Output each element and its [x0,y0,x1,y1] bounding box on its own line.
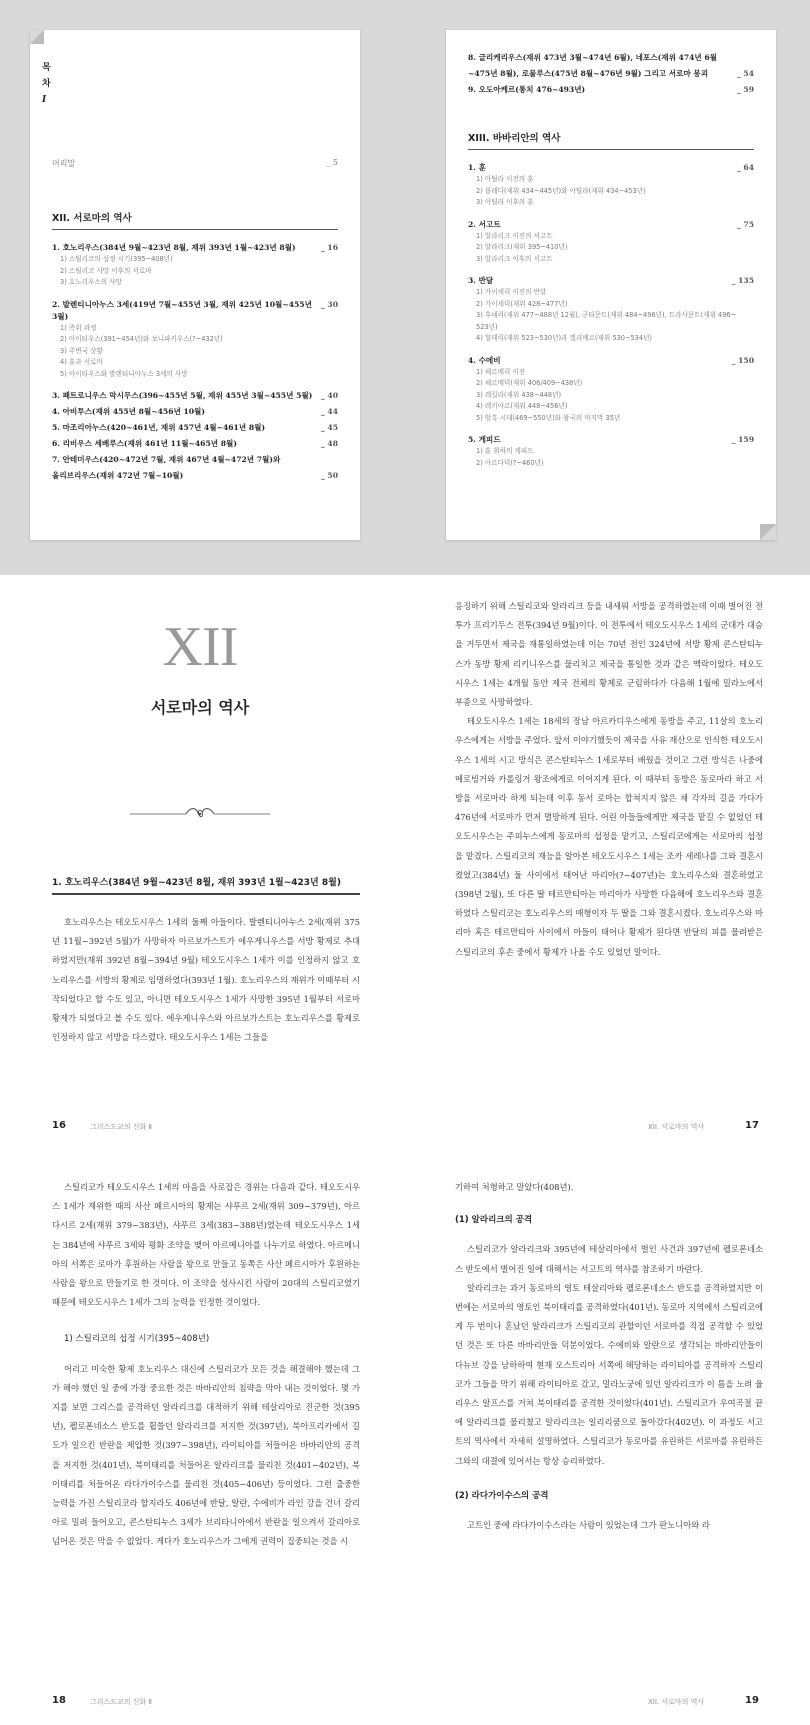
toc-entry-title: 올리브리우스(재위 472년 7월~10월) [52,471,184,480]
toc-heading-char: 차 [42,79,51,89]
toc-subentry: 1) 알라리크 이전의 서고트 [476,231,553,240]
toc-gap [52,289,338,295]
toc-entry [52,470,338,482]
toc-subentry: 1) 아틸라 이전의 훈 [476,175,534,183]
toc-preface [52,158,338,169]
toc-preface-label: 머리말 [52,159,76,168]
toc-entry-page: _ 16 [320,243,338,252]
toc-subentry: 4) 힐데릭(재위 523~530년)과 겔리메르(재위 530~534년) [476,334,653,342]
toc-entry-title: 8. 글리케리우스(재위 473년 3월~474년 6월), 네포스(재위 474년 6월 [468,53,717,62]
toc-subentry: 2) 블레다(재위 434~445년)와 아틸라(재위 434~453년) [476,186,646,195]
toc-gap [468,209,754,215]
paragraph: 호노리우스는 테오도시우스 1세의 둘째 아들이다. 발렌티니아누스 2세(재위 375년 11월~392년 5월)가 사망하자 아르보가스트가 에우게니우스를 서방 황제로 추대하였지만(재위 392년 8월~394년 9월) 테오도시우스 1세가 이를 인정하지 않고 호노리우스를 서방의 황제로 임명하였다(393년 1월). 호노리우스의 재위가 이때부터 시작되었다고 할 수도 있고, 아니면 테오도시우스 1세가 사망한 395년 1월부터 서로마 황제가 되었다고 볼 수도 있다. 에우게니우스와 아르보가스트는 호노리우스를 황제로 인정하지 않고 서방을 다스렸다. 테오도시우스 1세는 그들을 [52,917,360,1043]
ornament-divider-icon [130,803,270,823]
toc-entry-title: 9. 오도아케르(통치 476~493년) [468,85,586,94]
toc-entries [52,242,338,482]
subsection-title: (1) 알라리크의 공격 [455,1215,533,1226]
toc-gap [468,345,754,351]
paragraph: 어리고 미숙한 황제 호노리우스 대신에 스틸리코가 모든 것을 해결해야 했는데 그가 해야 했던 일 중에 가장 중요한 것은 바바리안의 침략을 막아 내는 것이었다. 몇 가지를 보면 그리스를 공격하던 알라리크를 대적하기 위해 테살리아로 진군한 것(395년), 펠로폰네소스 반도를 휩쓸던 알라리크를 저지한 것(397년), 북아프리카에서 길도가 일으킨 반란을 제압한 것(397~398년), 라이티아를 처들어온 바바리안의 공격을 저지한 것(401년), 북이태리를 처들어온 알라리크를 물리친 것(401~402년), 북이태리를 처들어온 라다가이수스를 물리친 것(405~406년) 등이었다. 그런 출중한 능력을 가진 스틸리코라 할지라도 406년에 반달, 알란, 수에비가 라인 강을 건너 갈리아로 밀려 들어오고, 콘스탄티누스 3세가 브리타니아에서 반란을 일으켜서 갈리아로 넘어온 것은 막을 수 없었다. 게다가 호노리우스가 그에게 권력이 집중되는 것을 시 [52,1363,360,1547]
toc-entry [52,422,338,434]
toc-entry [52,299,338,323]
paragraph: 테오도시우스 1세는 18세의 장남 아르카디우스에게 동방을 주고, 11살의 호노리우스에게는 서방을 주었다. 앞서 이야기했듯이 제국을 사유 재산으로 인식한 테오도시우스 1세의 시고 방식은 콘스탄티누스 1세로부터 배웠을 것이고 그런 방식은 나중에 메로빙거와 카롤링거 왕조에게로 이어지게 된다. 이 때부터 동방은 동로마라 하고 서방을 서로마라 하게 되는데 이후 동서 로마는 합쳐지지 않은 채 각자의 길을 가다가 476년에 서로마가 먼저 멸망하게 된다. 어린 아들들에게만 제국을 맡길 수 없었던 테오도시우스는 주피누스에게 동로마의 섭정을 맡기고, 스틸리코에게는 서로마의 섭정을 맡겼다. 스틸리코의 재능을 알아본 테오도시우스 1세는 조카 세레나를 그와 결혼시켰었고(384년) 둘 사이에서 태어난 마리아(?~407년)는 호노리우스와 결혼하였고(398년 2월), 또 다른 딸 테르만티아는 마리아가 사망한 다음해에 호노리우스와 결혼하였다 스틸리코는 호노리우스의 매형이자 두 딸을 그와 결혼시켰다. 호노리우스와 마리아 혹은 테르만티아 사이에서 아들이 태어나 황제가 된다면 반달의 피를 물려받은 스틸리코의 후손 중에서 황제가 나올 수도 있었던 말이다. [455,716,763,957]
toc-entry-title: 3. 반달 [468,276,494,285]
toc-subentry: 2) 헤르메릭(재위 406/409~438년) [476,379,583,387]
toc-subentry: 1) 훈 휘하의 게피드 [476,447,534,455]
toc-entry-page: _ 48 [320,439,338,448]
toc-right-page [446,30,776,540]
toc-subentry: 5) 아이티우스와 발렌티니아누스 3세의 사망 [60,369,188,378]
spread-18-19 [0,1150,810,1725]
toc-entry [52,242,338,254]
running-footer: 그리스도교의 신화 Ⅱ [90,1123,152,1131]
toc-entry-page: _ 64 [736,163,754,172]
toc-subentry: 3) 주변국 상황 [60,346,103,355]
toc-entry [52,390,338,402]
toc-gap [468,424,754,430]
toc-entry-page: _ 54 [736,69,754,78]
toc-entry-page [332,454,338,466]
toc-entry-page: _ 40 [320,391,338,400]
toc-gap [468,265,754,271]
toc-entry [468,68,754,80]
toc-entry-page: _ 30 [320,299,338,309]
body-text-right [455,597,763,962]
toc-subentry: 2) 아르다릭(?~460년) [476,458,544,467]
body-text-left [52,1178,360,1552]
toc-subentry: 5) 암흑 시대(469~550년)와 왕국의 마지막 35년 [476,413,621,422]
page-number: 18 [52,1695,66,1706]
paragraph: 스틸리코가 알라리크와 395년에 테살리아에서 벌인 사건과 397년에 펠로폰네소스 반도에서 벌어진 일에 대해서는 서고트의 역사를 참조하기 바란다. [455,1244,763,1274]
toc-entry-title: 7. 안테미우스(420~472년 7월, 재위 467년 4월~472년 7월)와 [52,455,281,464]
page-number: 16 [52,1120,66,1131]
toc-entry [468,219,754,231]
toc-entry-title: 2. 서고트 [468,219,501,229]
toc-entry-title: 6. 리비우스 세베루스(재위 461년 11월~465년 8월) [52,439,237,448]
toc-subentry: 3) 레킬라(재위 438~448년) [476,390,562,399]
toc-subentry: 2) 알라리크(재위 395~410년) [476,243,568,251]
toc-heading-char: 목 [42,63,51,73]
toc-left-page [30,30,360,540]
toc-entry-title: 3. 페트로니우스 막시무스(396~455년 5월, 재위 455년 3월~455년 5월) [52,391,313,400]
subsection-title: (2) 라다가이수스의 공격 [455,1490,549,1501]
toc-entry [468,355,754,367]
running-footer: XII. 서로마의 역사 [648,1698,705,1706]
toc-gap [468,469,754,475]
toc-list-left [52,210,338,482]
chapter-number: XII [162,616,238,678]
toc-subentry: 523년) [476,322,498,331]
toc-entries [468,162,754,475]
toc-entry [468,275,754,287]
toc-subentry: 2) 아이티우스(391~454년)와 보니파키우스(?~432년) [60,335,223,343]
section-rule [52,893,360,895]
toc-entry-page: _ 159 [731,435,754,444]
toc-preface-page: _ 5 [326,158,338,167]
toc-entry [468,162,754,174]
toc-subentry: 1) 가이세릭 이전의 반달 [476,288,547,296]
toc-entry-title: 5. 게피드 [468,435,501,444]
paragraph: 스틸리코가 테오도시우스 1세의 마음을 사로잡은 경위는 다음과 같다. 테오도시우스 1세가 재위한 때의 사산 페르시아의 황제는 샤푸르 2세(재위 309~379년), 아르다시르 2세(재위 379~383년), 샤푸르 3세(383~388년)였는데 테오도시우스 1세는 384년에 샤푸르 3세와 평화 조약을 맺어 아르메니아를 나누기로 하였다. 아르메니아의 서쪽은 로마가 후원하는 사람을 왕으로 만들고 동쪽은 사산 페르시아가 후원하는 사람을 왕으로 만들기로 한 것이다. 이 조약을 성사시킨 사람이 20대의 스틸리코였기 때문에 테오도시우스 1세가 그의 능력을 인정한 것이었다. [52,1182,360,1308]
toc-list-right [468,130,754,475]
toc-entry [468,84,754,96]
toc-entry-page: _ 45 [320,423,338,432]
page-fold [30,30,44,44]
toc-entry-page: _ 75 [736,219,754,229]
toc-entry-title: 1. 훈 [468,163,486,172]
toc-entry-title: 2. 발렌티니아누스 3세(419년 7월~455년 3월, 재위 425년 10월~455년 3월) [52,299,312,321]
running-footer: XII. 서로마의 역사 [648,1123,705,1131]
toc-entry-page [748,52,754,64]
toc-entry [468,434,754,446]
toc-entry-title: 5. 마조리아누스(420~461년, 재위 457년 4월~461년 8월) [52,423,266,432]
toc-subentry: 2) 가이세릭(재위 428~477년) [476,299,568,308]
toc-subentry: 4) 훈과 서로마 [60,358,103,366]
subsection-title: 1) 스틸리코의 섭정 시기(395~408년) [64,1334,210,1345]
spread-16-17 [0,575,810,1150]
toc-subentry: 3) 아틸라 이후의 훈 [476,198,534,206]
toc-subentry: 1) 즉위 과정 [60,323,97,332]
running-footer: 그리스도교의 신화 Ⅱ [90,1698,152,1706]
toc-subentry: 1) 헤르메릭 이전 [476,367,526,376]
paragraph: 알라리크는 과거 동로마의 영토 테살리아와 펠로폰네소스 반도를 공격하였지만 이번에는 서로마의 영토인 북이태리를 공격하였다(401년). 동로마 지역에서 스틸리코에게 두 번이나 혼났던 알라리크가 스틸리코의 관할이던 서로마를 직접 공격할 수 있었던 것은 또 다른 바바리안들 덕분이었다. 수에비와 알란으로 생각되는 바바리안들이 다뉴브 강을 남하하여 현재 오스트리아 서쪽에 해당하는 라이티아를 공격하자 스틸리코가 그들을 막기 위해 라이티아로 갔고, 밀라노궁에 있던 알라리크가 이 틈을 노려 율리우스 알프스를 거쳐 북이태리를 공격한 것이었다(401년). 스틸리코가 우여곡절 끝에 알라리크를 물리쳤고 알라리크는 일리리쿰으로 돌아갔다(402년). 이 과정도 서고트의 역사에서 자세히 설명하였다. 스틸리코가 동로마를 유린하든 서로마를 유린하든 그와의 대결에 있어서는 항상 승리하였다. [455,1282,763,1466]
toc-subentry: 4) 레키아르(재위 448~456년) [476,402,568,410]
page-number: 19 [745,1695,759,1706]
body-text-right [455,1178,763,1535]
toc-entry-title: 4. 아비투스(재위 455년 8월~456년 10월) [52,407,205,416]
toc-subentry: 1) 스틸리코의 섭정 시기(395~408년) [60,255,173,263]
page-number: 17 [745,1120,759,1131]
paragraph: 고트인 중에 라다가이수스라는 사람이 있었는데 그가 판노니아와 라 [467,1520,710,1531]
toc-entry-page: _ 50 [320,471,338,480]
toc-entry [52,406,338,418]
chapter-title: 서로마의 역사 [150,698,250,717]
page-fold [760,524,776,540]
toc-entry [468,52,754,64]
section-title: 1. 호노리우스(384년 9월~423년 8월, 재위 393년 1월~423년 8월) [52,878,341,888]
toc-heading-volume: I [42,95,47,105]
toc-entry-page: _ 150 [731,355,754,365]
toc-section-heading: XII. 서로마의 역사 [52,210,338,230]
toc-spread [0,0,810,575]
toc-entry [52,454,338,466]
toc-subentry: 2) 스틸리코 사망 이후의 서로마 [60,266,152,275]
toc-section-heading: XIII. 바바리안의 역사 [468,130,754,150]
paragraph: 응징하기 위해 스틸리코와 알라리크 등을 내세워 서방을 공격하였는데 이때 벌어진 전투가 프리기두스 전투(394년 9월)이다. 이 전투에서 테오도시우스 1세의 군대가 대승을 거두면서 제국을 재통일하였는데 이는 70년 전인 324년에 서방 황제 콘스탄티누스가 동방 황제 리키니우스를 물리치고 제국을 통일한 것과 같은 맥락이었다. 테오도시우스 1세는 4개월 동안 제국 전체의 황제로 군림하다가 다음해 1월에 밀라노에서 부종으로 사망하였다. [455,601,763,708]
body-text-left [52,913,360,1047]
toc-entry-page: _ 135 [731,276,754,285]
toc-entry [52,438,338,450]
paragraph: 기하여 처형하고 말았다(408년). [455,1182,574,1192]
toc-subentry: 3) 호노리우스의 사망 [60,278,122,286]
toc-heading [42,60,51,108]
toc-entry-page: _ 44 [320,407,338,416]
toc-entries [468,52,754,96]
toc-subentry: 3) 후네릭(재위 477~488년 12월), 군타문트(재위 484~496년), 트라사문트(재위 496~ [476,311,737,319]
toc-subentry: 3) 알라리크 이후의 서고트 [476,254,553,263]
toc-entry-page: _ 59 [736,85,754,94]
toc-gap [52,380,338,386]
toc-entry-title: 4. 수에비 [468,355,501,365]
toc-entry-title: ~475년 8월), 로물루스(475년 8월~476년 9월) 그리고 서로마 붕괴 [468,69,709,78]
toc-list-right-top [468,48,754,96]
toc-entry-title: 1. 호노리우스(384년 9월~423년 8월, 재위 393년 1월~423년 8월) [52,243,296,252]
